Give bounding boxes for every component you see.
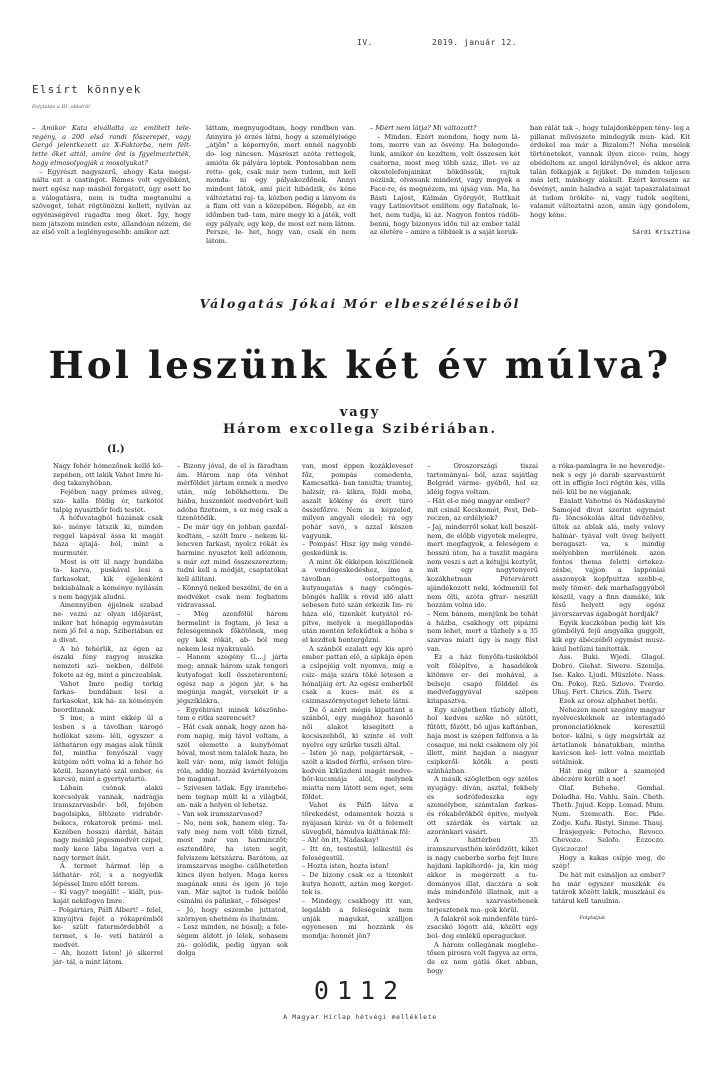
- story-subtitle: Három excollega Szibériában.: [222, 422, 498, 437]
- lede-signature: Sárdi Krisztina: [632, 227, 690, 236]
- story-column-3: [302, 462, 413, 941]
- paragraph: a róka-pamlagra le ne heveredje- nek s egy jó darab szarvastúrót ott in effigie Ioci rögtön kés, villa nél- kül be ne vágjanak.: [552, 462, 665, 497]
- paragraph: Írásjegyek: Petocho. Revoco. Chevozo. Selofo. Eczoczo. Gyiczoczo!: [552, 827, 665, 853]
- paragraph: – Oroszországi tiszai tartományai- ból, azaz sajátlag Belgrád várme- gyéből, hol ez idéig fogva voltam.: [427, 462, 538, 497]
- paragraph: A háttérben 35 iramszarvasthén kérődzött, kiket is nagy cseberbe sorba fejt Imre hajdani lapkihordó- ja, kin még akkor is megérzett a tu- dományos illat, daczára a sok más mindenfélé illatnak, mit a kedves szarvastehenek terjesztenek ma- gok körül.: [427, 836, 538, 914]
- paragraph: – Bizony jóval, de el is fáradtam ám. Három nap óta vénhat mérföldet jártam ennek a medve után, míg lebőkhettem. De hiába, huszonkét medvebőrt kell adóba fizetnem, s ez még csak a tizenötödik.: [177, 462, 288, 523]
- continuation-note: Folytatás a III. oldalról: [32, 104, 90, 110]
- issue-date: 2019. január 12.: [432, 38, 518, 47]
- lede-column-3: [370, 124, 520, 237]
- title-conjunction: vagy: [339, 405, 381, 420]
- paragraph: – De már úgy én jobban gazdál- kodtam, – szólt Imre – nekem ki- lencven farkast, nyolcz rókát és harminc nyusztot kell adóznom, s már ezt mind összeszereztem; tudni kell a módját, csaptatókat kell állítani.: [177, 522, 288, 584]
- story-column-5-text: [552, 462, 665, 906]
- paragraph: A hófuvatagból házának csak ké- ménye látszik ki, minden reggel kapával ássa ki magát háza ajtajá- ból, mint a murmutér.: [53, 514, 163, 558]
- paragraph: Olaf. Behehe. Gomhal. Doladha. He. Vahlu. Sain. Cheth. Theth. Jujud. Kopp. Lomad. Mum. Num. Szemcath. Eec. Pkle. Zodje. Kufu. Ristyi. Sinme. Thauj.: [552, 784, 665, 827]
- paragraph: – Nem bánom, menjünk be tehát a házba, csakhogy ott pipázni nem lehet, mert a tűzhely s a 35 szarvas miatt úgy is nagy füst van.: [427, 609, 538, 653]
- paragraph: – Jaj, minderről sokat kell beszél- nem, de előbb vigyetek melegre, mert megfagyok, a feleségem e hosszú úton, ha a tuszlit magára nem veszi s azt a kétujjú keztyűt, mit egy nagytenyerű kozákhetman Pétervárott ajándékozott neki, kódmenül fel nem ölti, azóta gfrar- neszült hozzám volna ide.: [427, 522, 538, 610]
- to-be-continued: Folytatjuk: [579, 914, 605, 921]
- paragraph: – Mindegy, csakhogy itt van, legalább a feleségeink nem unják magukat, szálljon egyenesen mi hozzánk és mondja: honnét jön?: [302, 897, 413, 940]
- paragraph: A másik szögletben egy széles nyugágy: díván, asztal, fekhely és sodrófedeszka egy személyben, számtalan farkas- és rókabőrökből építve, melyek ott szárdák és vártak az azoránkari vásárt.: [427, 775, 538, 836]
- lede-column-2: [206, 124, 356, 246]
- paragraph: Ezek az orosz alphabet betűi.: [559, 696, 658, 705]
- paragraph: – Pompás! Hisz így még vendé- geskedünk is.: [302, 540, 413, 558]
- paragraph: – Hozta isten, hozta isten!: [302, 862, 390, 871]
- paragraph: – Hát el-e még magyar ember?: [427, 496, 530, 505]
- paragraph: Hát még mikor a szamojéd ábéczére került a sor!: [552, 766, 665, 784]
- paragraph: – Itt én, testestül, lelkestül és feleségestül.: [302, 844, 413, 862]
- paragraph: A hó fehérlik, az égen az északi fény ragyog muszka nemzeti szí- nekben, délfelé fekete az ég, mint a pinczeablak.: [53, 644, 164, 679]
- story-column-1: [53, 462, 163, 967]
- paragraph: láttam, megnyugodtam, hogy rendben van. Annyira jó érzés látni, hogy a személyisége „átjön” a képernyőn, mert ennél nagyobb do- log nincsen. Másrészt azóta rettegek, amióta ők pályára léptek. Pontosabban nem rette- gek, csak már nem tudom, mit kell monda- ni egy pályakezdőnek. Annyi mindent látok, ami picit hibádzik, és kéne változtatni raj- ta, közben pedig a lányom és a fiam ott van a közepében. Régebb, az én időmben tud- tam, mire megy ki a játék, volt egy pályaív, egy kép, de most ezt nem látom. Persze, le- het, hogy van, csak én nem látom.: [206, 124, 356, 246]
- story-column-5: [552, 462, 665, 923]
- paragraph: Amennyiben éjjelnek szabad ne- vezni az olyan időjárást, mikor hat hónapig egymásután nem jő fel a nap. Szibériában ez a divat.: [53, 601, 163, 645]
- paragraph: Lábain csónak alakú korcsolyák vannak, nadrágja iramszarvasbőr- ből, fejében bagolsipka, öltözete vidrabőr-bekecs, rókatorok prémi- mel. Kezében hosszú dárdát, hátán nagy ménkű jegesmedvét czipel, mely kece lába lógatva veri a nagy termet ínát.: [53, 784, 163, 862]
- paragraph: Vahot Imre pedig torkig farkas- bundában lesi a farkasokat, kik há- za kéményén beorditanak.: [53, 679, 163, 714]
- lede-column-4: [530, 124, 690, 236]
- series-line: Válogatás Jókai Mór elbeszéléseiből: [199, 296, 521, 311]
- paragraph: – Lesz minden, ne búsulj; a fele- ségem áldott jó lélek, sohasem zú- golódik, pedig úgyan sok dolga: [177, 923, 288, 958]
- paragraph: Nehezen ment szegény magyar nyelvecskéknek az istentagadó prononciatióknek keresztül botor- kálni, s úgy megsírták az ártatlanok bánatukban, mintha kavicson kel- lett volna meztláb sétálniok.: [552, 705, 665, 766]
- paragraph: – Minden. Ezért mondom, hogy nem lá- tom, merre van az ösvény. Ha belegondo- lunk, amikor én kezdtem, volt összesen két csatorna, most meg több száz, illet- ve az okostelefonjainkat bökdössük, rajtuk nézünk, olvasunk mindent, vagy megyek a Face-re, és megnézem, mi újság van. Ma, ha Básti Lajost, Kálmán Györgyöt, Ruttkait vagy Latinovitsot említem egy fiatalnak, le- het, nem tudja, ki az. Nagyon fontos rádöb- benni, hogy bizonyos időn túl az ember talál az életére – amire a többiek is a saját koruk-: [370, 132, 520, 237]
- paragraph: – Hanem szegény G....j járta meg; annak három szak tengeri kutyafogat kell összeterentení; egész nap a jégen jár, s ha megúnja magát, versekét ír a jégszíklákra.: [177, 653, 288, 705]
- paragraph: – Amikor Kata elvállalta az említett tele- regény, a 200 első randi főszerepét, vagy Gergő jelentkezett az X-Faktorba, nem félt- tette őket attól, amíre őnt is fgyelmeztették, hogy elmosolyogják a mosolyukat?: [32, 124, 191, 167]
- paragraph: Hogy a kakas csípje meg, de szép!: [552, 853, 665, 871]
- paragraph: – Szívesen látlak. Egy iramtehe- nem tegnap múlt ki a világból, an- nak a helyén el lehetsz.: [177, 784, 288, 810]
- paragraph: A szánból ezalatt egy kis apró ember pattan elő, a sipkája épen a csípejéig volt nyomva, míg a csiz- mája szára töké letesen a hónaljáig ért. Az egész emberből csak a kucs- mát és a csizmaszörnyeteget lehete látni.: [302, 644, 413, 705]
- paragraph: Egy szögletben tűzhely állott, hol kedves szőke nő sütött, fűtött, főzött, bő ujjas kaftánban, haja most is szépen felfonva a la cosaque, mi neki csaknem oly jól illett, mint hajdan a magyar csipkeről- kötők a pesti színházban.: [427, 705, 538, 775]
- paragraph: Ez a ház fenyőfa-tuskókból volt fölépítve, a hasadékok kitömve er- dei mohával, a belseje csapó földdel és medvefaggyúval szépen kitapasztva.: [427, 653, 538, 705]
- story-column-2: [177, 462, 288, 958]
- paragraph: – Isten jó nap, polgártársak, – szólt a kisded férfiú, erősen töre- kedvén kiküzdeni magát medve- bőr-kucsmája alól, melynek miatta nem látott sem eget, sem földet.: [302, 749, 413, 801]
- paragraph: A termet hármat lép a láthatár- ról, s a negyedik lépéssel Imre előtt terem.: [53, 862, 163, 888]
- paragraph: A falakról sok mindenféle túró- zsacskó lógott alá, között egy bol- dog emlékű operagucker.: [427, 914, 538, 940]
- paragraph: – Egyébiránt minek köszönhe- tem e ritka szerencsét?: [177, 705, 288, 723]
- paragraph: Most is ott ül nagy bundába ta- karva, puskával lesi a farkasokat, kik éjjelenként bekiabálnak a kéménye nyílásán s nem hagyják aludni.: [53, 557, 163, 601]
- page-number: 0112: [313, 976, 407, 1005]
- paragraph: Egyik kuczkóban pedig két kis gömbölyű fejű angyalka guggolt, kik egy ábéczéből egymást musz- kául betűzni tanították.: [552, 618, 665, 653]
- paragraph: mit csinál Kecskemét, Pest, Deb- reczen, az erdélyiek?: [427, 505, 538, 523]
- paragraph: A három collegának meglehe- tősen pirosra volt fagyva az orra, de ez nem gátlá őket abban, hogy: [427, 940, 538, 975]
- paragraph: Vahot és Pálfi látva a törekedést, odamentek hozzá s nyájasan kiráz- va őt a felemelt süvegből, bámulva kiáltának föl:: [302, 801, 413, 836]
- paragraph: – No, nem sok, hanem elég. Ta- valy még nem volt több tíznél, most már van harminczöt; esztendőre, ha isten segít, felviszem kétszázra. Barátom, az iramszarvas megbe- csülhetetlen kincs ilyen helyen. Maga keres magának enni és igen jó teje van. Már sajtot is tudok belőle csinálni és pálinkát, – fölséges!: [177, 818, 288, 906]
- part-number: (I.): [107, 444, 125, 455]
- paragraph: Nagy fehér hómezőnek kellő kö- zepében, ott lakik Vahot Imre hi- deg takanyhóban.: [53, 462, 163, 488]
- lede-title: Elsírt könnyek: [32, 83, 142, 96]
- paragraph: van, most éppen kozákleveset főz, pompás comedenta, Kamcsatká- ban tanulta; tramtej, halzsír, rá- kikra, földi moha, aszalt kökény és érett túró összefőzve. Nem is képzeled, milyen angyali eledel; rá egy pohár savó, s azzal készen vagyunk.: [302, 462, 413, 540]
- paragraph: – Még azonfölül három hermelint is fogtam, jó lesz a feleségemnek főkötőnek, meg egy kék rókát, ab- ból meg nekem lesz nyakravaló.: [177, 609, 288, 653]
- lede-column-1: [32, 124, 191, 237]
- paragraph: ban rálát tak –, hogy tulajdonképpen tény- leg a pillanat művészete mindegyik mun- kád. Kit érdekel ma már a Bizalom?! Néha mesélek történeteket, vannak ilyen zicce- reim, hogy ebédeltem az angol királynővel, és akkor arra talán felkapják a fejüket. De minden teljesen más lett, máshogy alakult. Ezért keresem az ösvényt, amin haladva a saját tapasztalataimat át tudom örökíte- ni, vagy tudok segíteni, valamit változtatni azon, amin úgy gondolom, hogy kéne.: [530, 124, 690, 220]
- paragraph: Ass. Buki. Wjedi. Glagol. Dobró. Giehst. Siwere. Szemlja. Ise. Kako. Ljudi. Müszléte. Nass. On. Pokoj. Rzü. Szlovo. Tverdo. Uhuj. Fert. Chrics. Züh. Tserv.: [552, 653, 665, 697]
- paragraph: – Hát csak annak, hogy azon há- rom napig, míg távol voltam, a szél elemette a kunyhómat hóval, most nem találok haza, be kell vár- nom, míg ismét felújja róla, addig hozzád kvártélyozom be magamat.: [177, 723, 288, 784]
- paragraph: – Könnyű neked beszélni, de én a medvéket csak nem foghatom vidravassal.: [177, 583, 288, 610]
- paragraph: Ezalatt Vahotné és Nádaskayné Samojéd divat szerint egymást fü- löncsókolás által üdvözölve, ültek az ablak alá, mely velovy halmár- tyával volt üveg helyett beragaszt- va, s mindig mélyebben merülének azon fontos thema feletti értekez- zésbe, vajjon a lappóniai asszonyok kopfputtza szebb-e, mely tömér- dek marhafaggyúból készül, vagy a finn damáké, kik fésű helyett egy egész jávorszarvas ágabogát hordják?: [552, 496, 665, 618]
- paragraph: De hát mit csináljon az ember? ha már egyszer muszkák és tatárok között lakik, muszkául és tatárul kell tanulnia.: [552, 871, 665, 906]
- paragraph: – Ah! ön itt, Nádaskay!: [302, 836, 379, 845]
- story-title: Hol leszünk két év múlva?: [48, 343, 672, 387]
- lede-column-4-text: [530, 124, 690, 220]
- paragraph: – Van sok iramszarvasod?: [177, 810, 263, 819]
- paragraph: De ő azért mégis kipattant a szánból, egy magához hasonló női alakot kisegített a kocsiszebből, ki szinte el volt nyelve egy szűrke tuszli által.: [302, 705, 413, 749]
- paragraph: – Miért nem látja? Mi változott?: [370, 124, 477, 132]
- paragraph: – Ah, hozott Isten! jó sikerrel jár- tál, a mint látom.: [53, 949, 163, 967]
- paragraph: A mint ők ékképen készülének a vendégeskedéshez, íme a távolban ostorpattogás, kutyaugatás s nagy csöngés-böngés hallik s rövid idő alatt sebesen futó szán érkezik Im- re háza elé, tizenkét kutyától ró- pítve, melyek a megállapodás után mentén lefekűdtek a hóba s el kezdtek hentergőzni.: [302, 557, 413, 645]
- paragraph: S íme, a mint ekkép ül a lesben s a távolban károgó hollókat szem- léli, egyszer a láthatáron egy magas alak tűnik fel, mintha fenyőszál vagy kútgém nőtt volna ki a fehér hó közül. Iszonytató szál ember, és karcsú, mint a gyertyatartó.: [53, 714, 163, 784]
- paragraph: – Polgártárs, Pálfi Albert! – felel, kinyújtva fejét a rókaprémből ke- szült fatermördebből a termet, s le- vetí határól a medvét.: [53, 905, 163, 949]
- paragraph: – Jó, hogy eszembe juttatod, szörnyen ehetném és ihatnám.: [177, 905, 288, 923]
- paragraph: – De bizony csak ez a tizenkét kutya hozott, aztán meg kerget- tek is.: [302, 871, 413, 897]
- paragraph: – Kí vagy? megálli! – kiált, pus- kaját nekifogva Imre.: [53, 888, 163, 906]
- paragraph: Fejében nagy prémes süveg, sza- kálla földig ér, tarkótól talpig nyusztbőr fedi testét.: [53, 488, 163, 514]
- section-number: IV.: [357, 38, 373, 47]
- paragraph: – Egyrészt nagyszerű, ahogy Kata megsi- nálta ezt a castingot. Rémes volt egyébként, mert egész nap másból forgatott, úgy esett be a válogatásra, nem is tudta megtanulni a szöveget, tehát rögtönözni kellett, nyilván az egyéniségével ragadta meg őket. Így, hogy nem játszom minden este, állandóan nézem, de az első volt a leglényegesebb: amikor azt: [32, 167, 191, 237]
- story-column-4: [427, 462, 538, 975]
- publication-line: A Magyar Hírlap hétvégi melléklete: [283, 1013, 437, 1021]
